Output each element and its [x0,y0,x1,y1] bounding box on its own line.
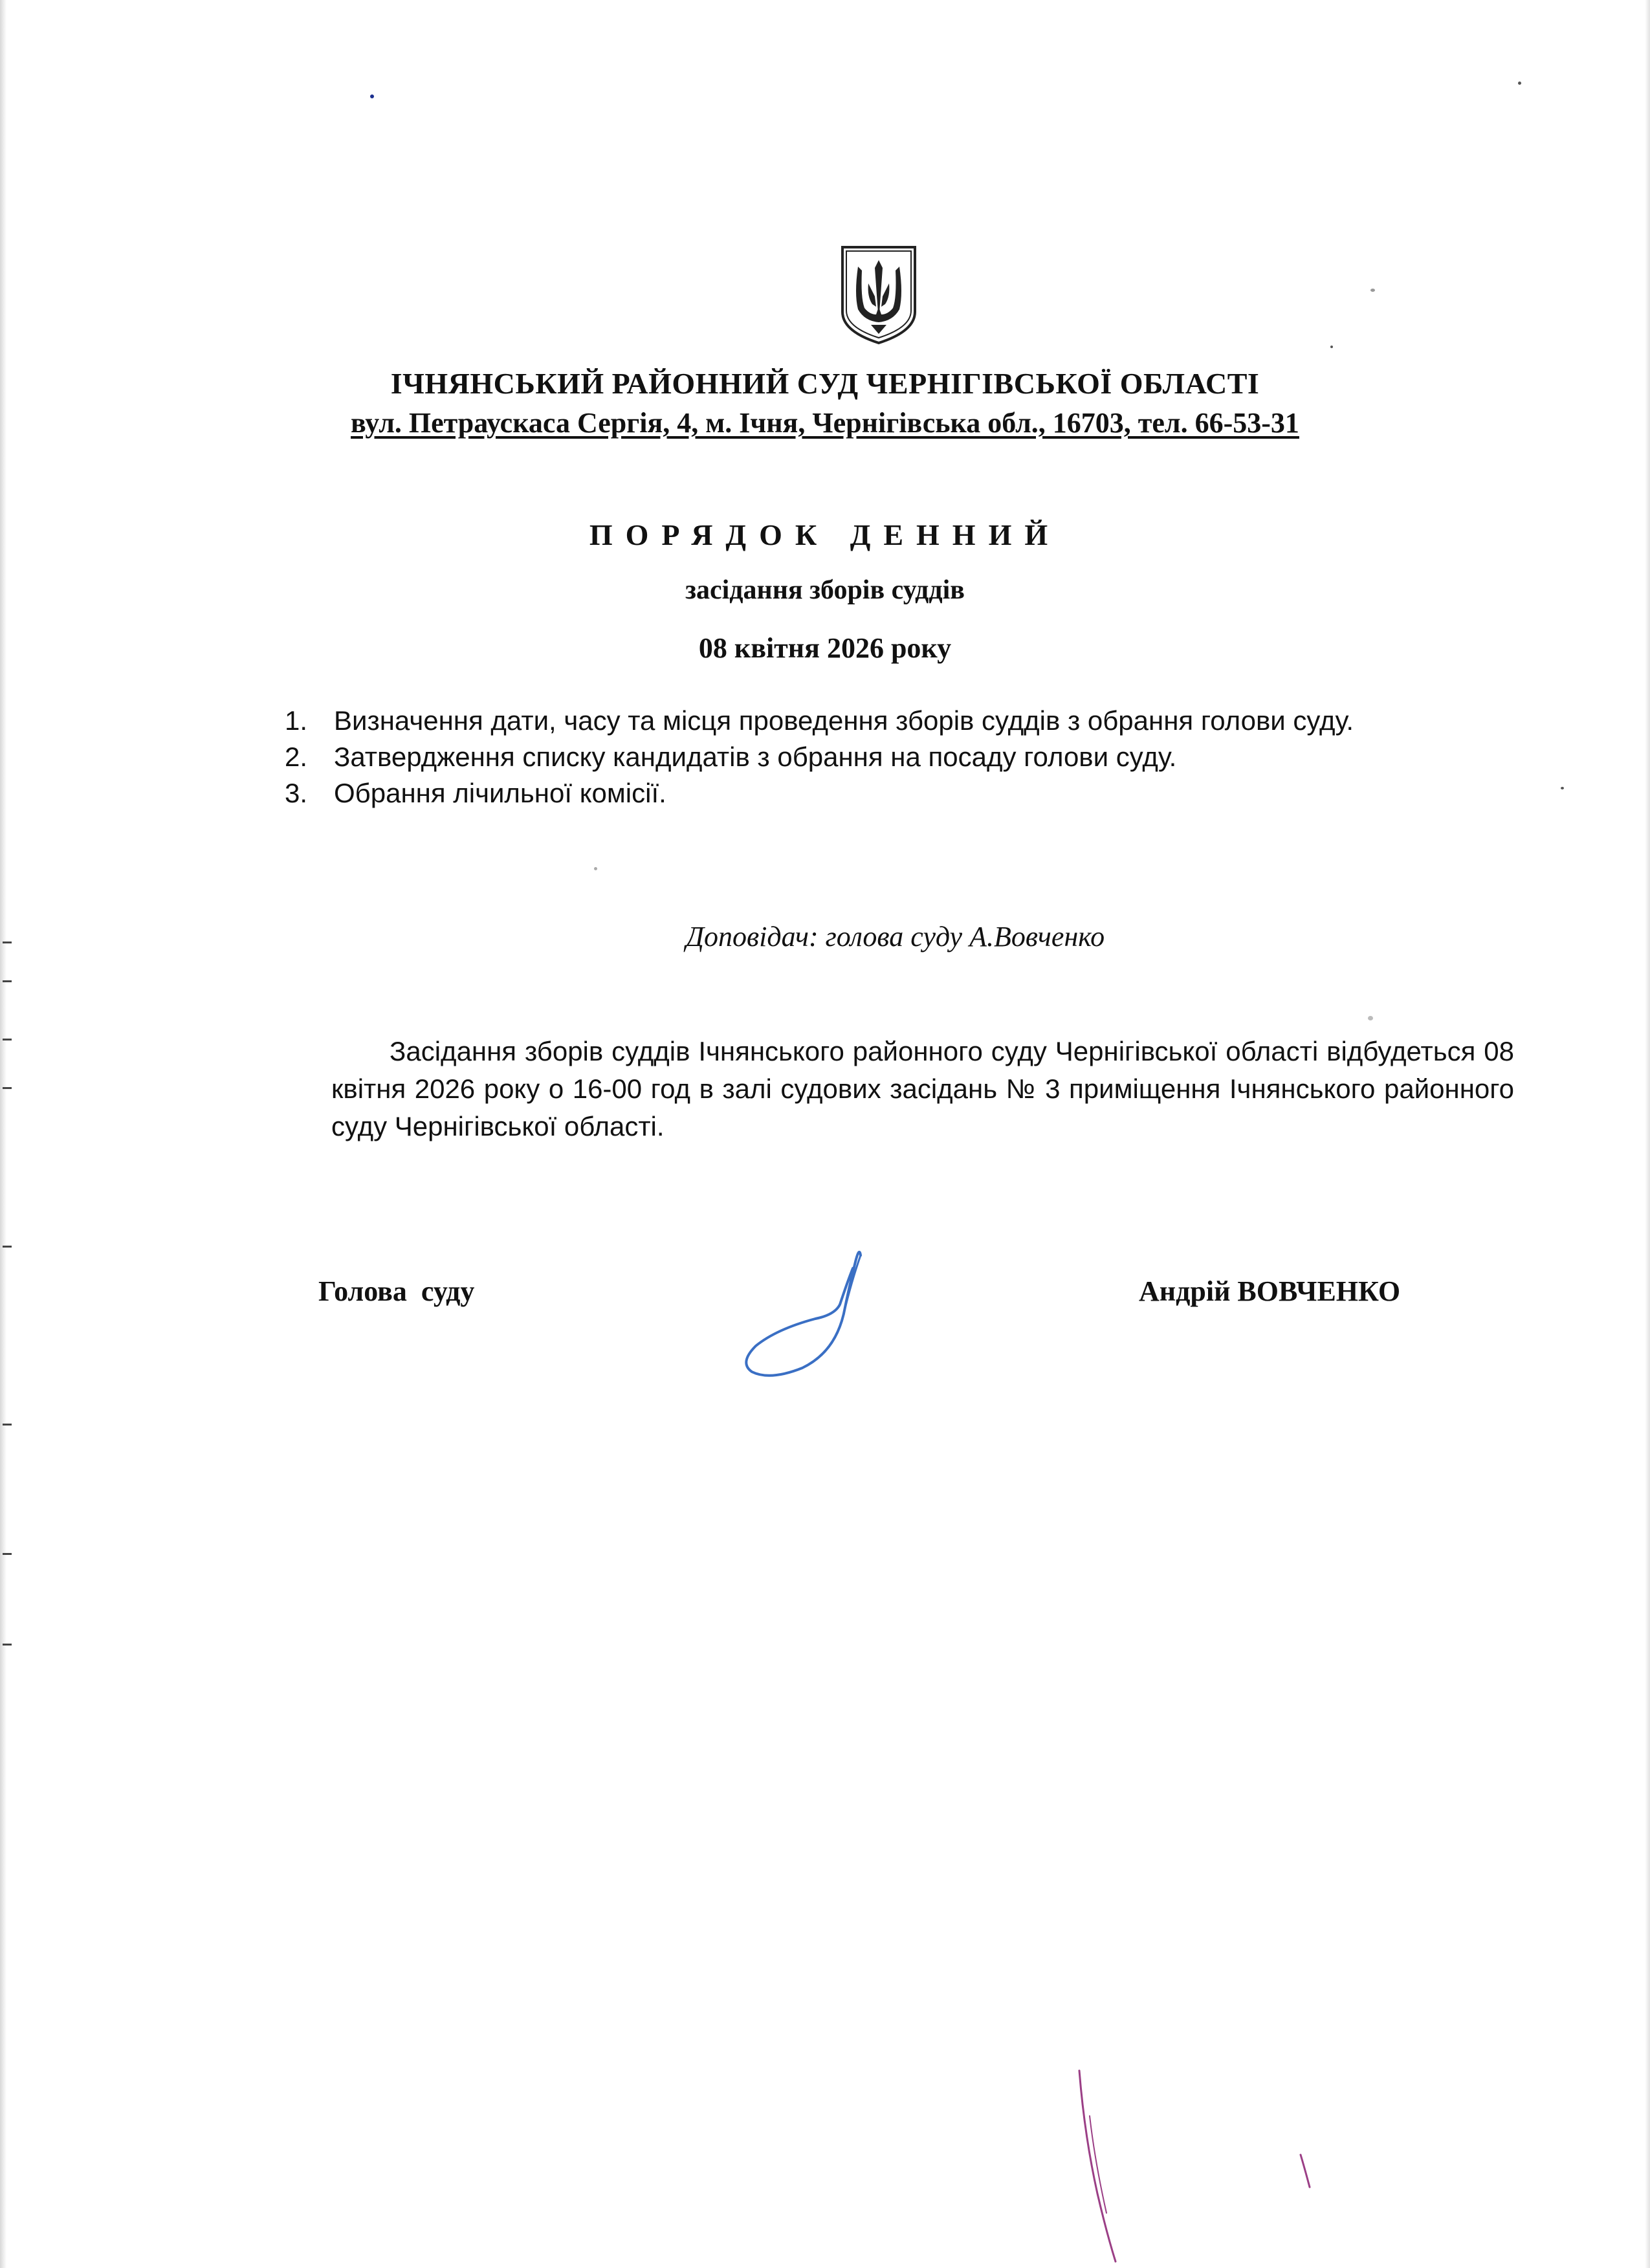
scan-tick [3,1246,12,1248]
scan-speck [1561,787,1564,789]
scan-tick [3,1553,12,1555]
scan-tick [3,1644,12,1646]
scan-tick [3,1039,12,1040]
agenda-item [285,739,1514,775]
scan-speck [1368,1016,1373,1020]
agenda-item-text: Обрання лічильної комісії. [334,778,666,808]
signer-title: Голова суду [318,1275,475,1307]
scan-edge-right [1645,0,1650,2268]
agenda-subtitle: засідання зборів суддів [685,575,965,605]
scan-speck [1330,346,1333,348]
announcement-paragraph: Засідання зборів суддів Ічнянського районного суду Чернігівської області відбудеться 08 квітня 2026 року о 16-00 год в залі судових засідань № 3 приміщення Ічнянського районного суду Чернігівської області. [331,1036,1514,1141]
court-address: вул. Петраускаса Сергія, 4, м. Ічня, Чернігівська обл., 16703, тел. 66-53-31 [351,407,1299,439]
scan-tick [3,980,12,982]
agenda-item-number: 2. [285,742,308,772]
signer-name: Андрій ВОВЧЕНКО [1139,1275,1401,1307]
agenda-date: 08 квітня 2026 року [698,632,952,664]
scan-tick [3,941,12,943]
agenda-item-text: Затвердження списку кандидатів з обрання на посаду голови суду. [334,742,1177,772]
agenda-item-number: 3. [285,778,308,808]
scan-tick [3,1087,12,1089]
agenda-item [285,703,1514,739]
agenda-item [285,775,1514,811]
agenda-title: ПОРЯДОК ДЕННИЙ [589,518,1061,551]
speaker-line: Доповідач: голова суду А.Вовченко [686,921,1105,952]
scan-edge-left [0,0,6,2268]
scan-speck [1518,82,1521,85]
ukraine-coat-of-arms-icon [839,245,919,346]
agenda-item-number: 1. [285,705,308,736]
handwritten-signature [705,1242,886,1398]
scan-speck [594,867,597,870]
scan-speck [1370,289,1375,292]
agenda-list [285,703,1514,811]
stamp-ink-marks [1061,2058,1320,2268]
scan-speck [370,94,374,98]
court-name: ІЧНЯНСЬКИЙ РАЙОННИЙ СУД ЧЕРНІГІВСЬКОЇ ОБЛАСТІ [390,367,1260,400]
scan-tick [3,1424,12,1426]
agenda-item-text: Визначення дати, часу та місця проведення зборів суддів з обрання голови суду. [334,705,1354,736]
